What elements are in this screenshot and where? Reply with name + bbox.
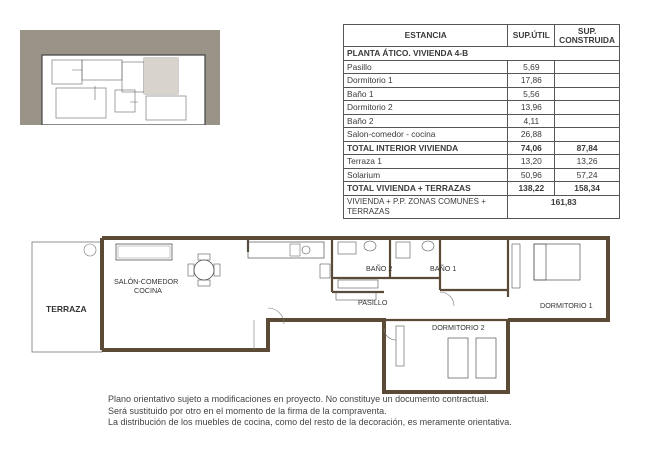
room-util: 5,56 xyxy=(508,87,555,101)
label-cocina: COCINA xyxy=(134,286,162,295)
key-plan-neighbor-block xyxy=(20,30,220,55)
total-terrazas-construida: 158,34 xyxy=(555,182,620,196)
disclaimer-line: Será sustituido por otro en el momento de la firma de la compraventa. xyxy=(108,405,387,416)
room-name: Salon-comedor - cocina xyxy=(344,128,508,142)
key-plan xyxy=(20,30,220,125)
room-util: 13,96 xyxy=(508,101,555,115)
room-construida xyxy=(555,60,620,74)
room-construida xyxy=(555,128,620,142)
header-sup-util: SUP.ÚTIL xyxy=(508,25,555,47)
room-util: 17,86 xyxy=(508,74,555,88)
extra-construida: 13,26 xyxy=(555,155,620,169)
room-construida xyxy=(555,87,620,101)
header-estancia: ESTANCIA xyxy=(344,25,508,47)
label-dormitorio1: DORMITORIO 1 xyxy=(540,301,593,310)
room-construida xyxy=(555,101,620,115)
label-dormitorio2: DORMITORIO 2 xyxy=(432,323,485,332)
key-plan-highlight-unit xyxy=(144,58,178,94)
table-row xyxy=(344,101,620,115)
table-row xyxy=(344,155,620,169)
table-row xyxy=(344,128,620,142)
room-name: Dormitorio 1 xyxy=(344,74,508,88)
table-row xyxy=(344,74,620,88)
table-row xyxy=(344,168,620,182)
kitchen-counter xyxy=(248,242,324,258)
beds xyxy=(448,244,580,378)
common-zones-value: 161,83 xyxy=(508,195,620,218)
room-util: 5,69 xyxy=(508,60,555,74)
room-construida xyxy=(555,114,620,128)
room-util: 26,88 xyxy=(508,128,555,142)
floor-plan xyxy=(28,232,628,397)
table-row xyxy=(344,114,620,128)
common-zones-name: VIVIENDA + P.P. ZONAS COMUNES + TERRAZAS xyxy=(344,195,508,218)
label-bano1: BAÑO 1 xyxy=(430,264,457,273)
room-name: Pasillo xyxy=(344,60,508,74)
sofa xyxy=(116,244,172,260)
section-title: PLANTA ÁTICO. VIVIENDA 4-B xyxy=(344,47,620,61)
interior-walls xyxy=(248,238,508,320)
total-interior-construida: 87,84 xyxy=(555,141,620,155)
dining-table xyxy=(194,260,214,280)
extra-name: Terraza 1 xyxy=(344,155,508,169)
terrace-area xyxy=(32,242,102,352)
label-salon: SALÓN-COMEDOR xyxy=(114,277,179,286)
disclaimer xyxy=(108,394,512,429)
label-bano2: BAÑO 2 xyxy=(366,264,393,273)
table-row xyxy=(344,60,620,74)
room-name: Baño 1 xyxy=(344,87,508,101)
outer-walls xyxy=(102,238,608,392)
label-terraza: TERRAZA xyxy=(46,304,87,314)
table-row xyxy=(344,87,620,101)
extra-construida: 57,24 xyxy=(555,168,620,182)
room-construida xyxy=(555,74,620,88)
room-name: Dormitorio 2 xyxy=(344,101,508,115)
total-interior-name: TOTAL INTERIOR VIVIENDA xyxy=(344,141,508,155)
extra-util: 50,96 xyxy=(508,168,555,182)
header-sup-construida: SUP. CONSTRUIDA xyxy=(555,25,620,47)
total-terrazas-row xyxy=(344,182,620,196)
disclaimer-line: Plano orientativo sujeto a modificaciones en proyecto. No constituye un documento contractual. xyxy=(108,394,489,404)
surface-table xyxy=(343,24,620,219)
total-interior-row xyxy=(344,141,620,155)
extra-util: 13,20 xyxy=(508,155,555,169)
total-terrazas-util: 138,22 xyxy=(508,182,555,196)
table-header-row xyxy=(344,25,620,47)
room-util: 4,11 xyxy=(508,114,555,128)
section-row xyxy=(344,47,620,61)
disclaimer-line: La distribución de los muebles de cocina, como del resto de la decoración, es meramente orientativa. xyxy=(108,417,512,427)
total-terrazas-name: TOTAL VIVIENDA + TERRAZAS xyxy=(344,182,508,196)
extra-name: Solarium xyxy=(344,168,508,182)
room-name: Baño 2 xyxy=(344,114,508,128)
label-pasillo: PASILLO xyxy=(358,298,388,307)
total-interior-util: 74,06 xyxy=(508,141,555,155)
common-zones-row xyxy=(344,195,620,218)
